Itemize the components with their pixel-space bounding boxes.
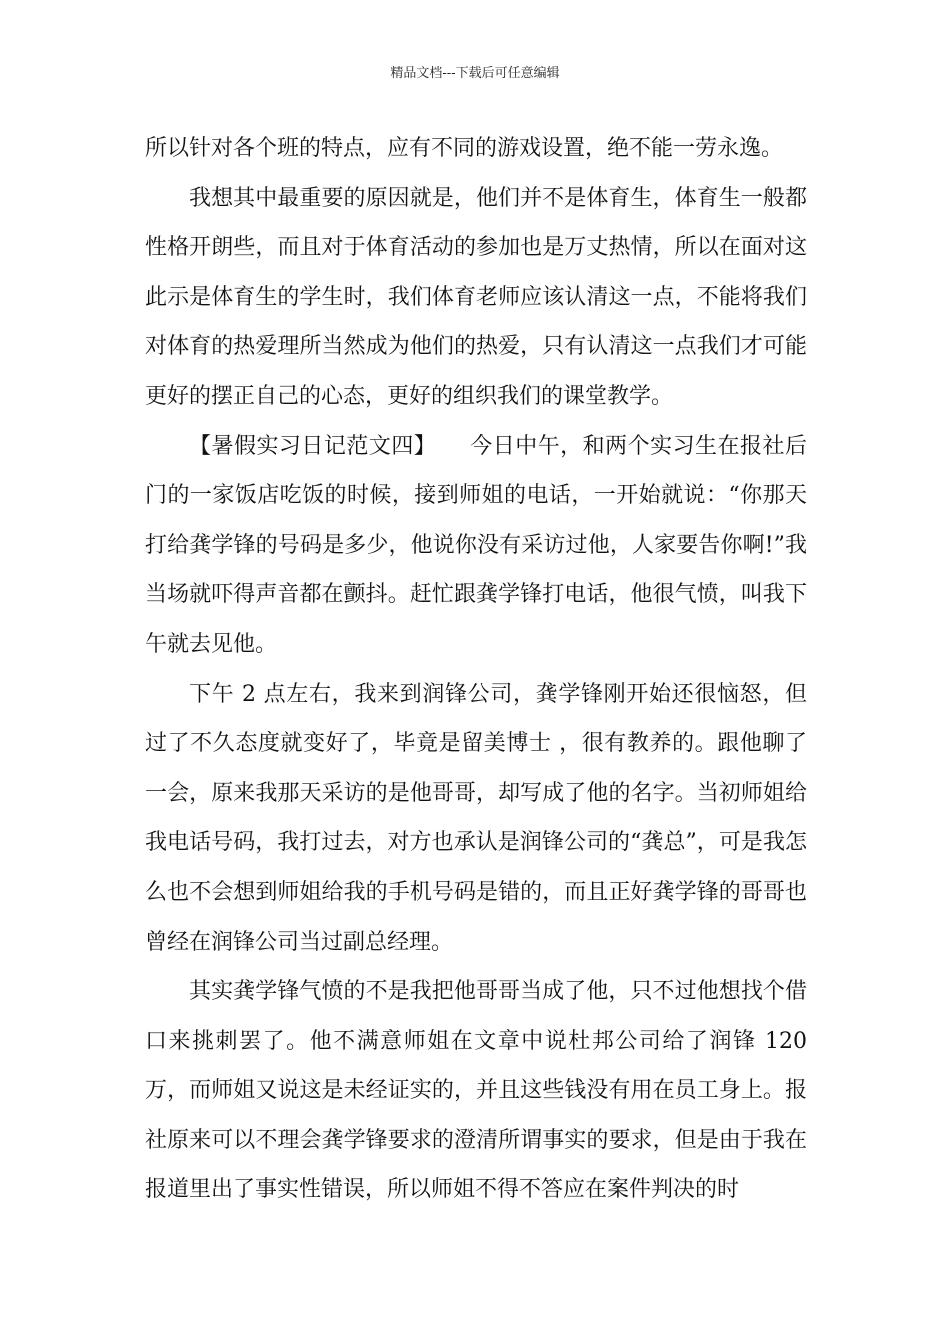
page-header: 精品文档---下载后可任意编辑 <box>390 66 560 81</box>
paragraph-4: 下午 2 点左右，我来到润锋公司，龚学锋刚开始还很恼怒，但过了不久态度就变好了，毕竟是留美博士 ，很有教养的。跟他聊了一会，原来我那天采访的是他哥哥，却写成了他的名字。当初师姐给我电话号码，我打过去，对方也承认是润锋公司的“龚总”，可是我怎么也不会想到师姐给我的手机号码是错的，而且正好龚学锋的哥哥也曾经在润锋公司当过副总经理。 <box>145 681 807 955</box>
paragraph-3: 【暑假实习日记范文四】 今日中午，和两个实习生在报社后门的一家饭店吃饭的时候，接到师姐的电话，一开始就说：“你那天打给龚学锋的号码是多少，他说你没有采访过他，人家要告你啊!”我当场就吓得声音都在颤抖。赶忙跟龚学锋打电话，他很气愤，叫我下午就去见他。 <box>145 433 807 657</box>
paragraph-2: 我想其中最重要的原因就是，他们并不是体育生，体育生一般都性格开朗些，而且对于体育活动的参加也是万丈热情，所以在面对这此示是体育生的学生时，我们体育老师应该认清这一点，不能将我们对体育的热爱理所当然成为他们的热爱，只有认清这一点我们才可能更好的摆正自己的心态，更好的组织我们的课堂教学。 <box>145 185 807 409</box>
paragraph-5: 其实龚学锋气愤的不是我把他哥哥当成了他，只不过他想找个借口来挑刺罢了。他不满意师姐在文章中说杜邦公司给了润锋 120 万，而师姐又说这是未经证实的，并且这些钱没有用在员工身上。报社原来可以不理会龚学锋要求的澄清所谓事实的要求，但是由于我在报道里出了事实性错误，所以师姐不得不答应在案件判决的时 <box>145 979 807 1203</box>
document-body <box>145 124 807 1215</box>
paragraph-1: 所以针对各个班的特点，应有不同的游戏设置，绝不能一劳永逸。 <box>145 136 784 161</box>
